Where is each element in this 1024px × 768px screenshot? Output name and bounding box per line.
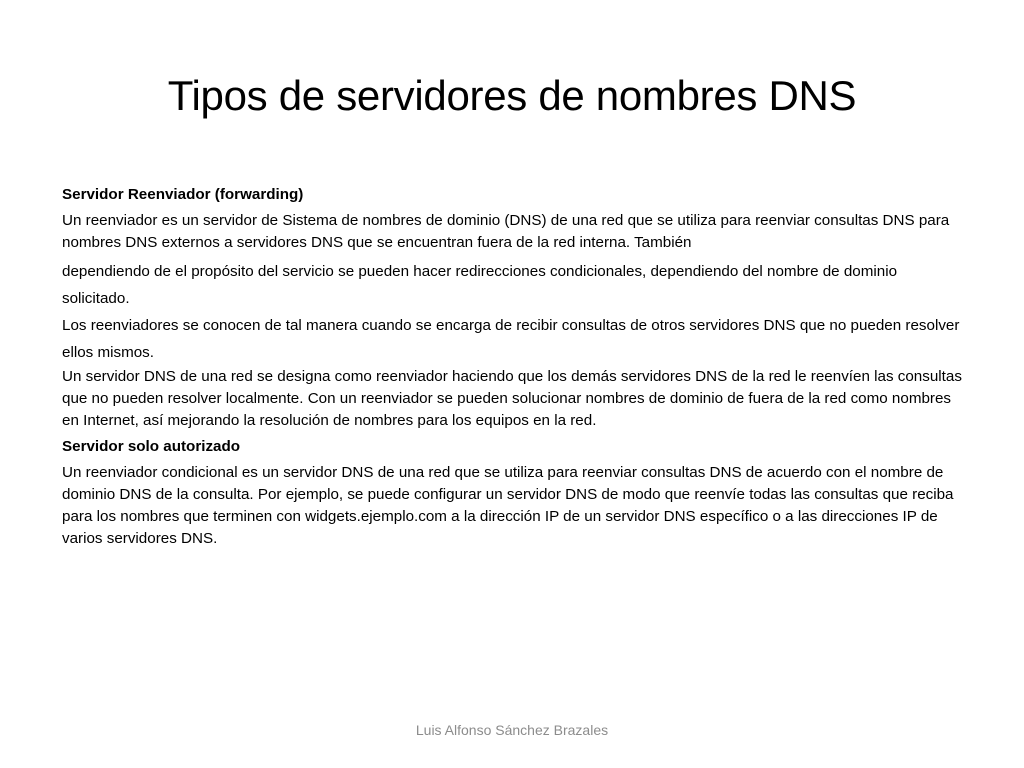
paragraph-forwarders-known: Los reenviadores se conocen de tal manera cuando se encarga de recibir consultas de otros servidores DNS que no pueden resolver ellos mismos. <box>62 317 960 361</box>
paragraph-forwarder-definition: Un reenviador es un servidor de Sistema de nombres de dominio (DNS) de una red que se utiliza para reenviar consultas DNS para nombres DNS externos a servidores DNS que se encuentran fuera de la red interna. También <box>62 212 950 251</box>
paragraph-forwarder-designation: Un servidor DNS de una red se designa como reenviador haciendo que los demás servidores DNS de la red le reenvíen las consultas que no pueden resolver localmente. Con un reenviador se pueden solucionar nombres de dominio de fuera de la red como nombres en Internet, así mejorando la resolución de nombres para los equipos en la red. <box>62 368 962 429</box>
slide-body <box>62 184 962 554</box>
slide-footer-author: Luis Alfonso Sánchez Brazales <box>415 722 609 738</box>
heading-forwarding: Servidor Reenviador (forwarding) <box>62 186 304 203</box>
paragraph-conditional-forwarder: Un reenviador condicional es un servidor DNS de una red que se utiliza para reenviar consultas DNS de acuerdo con el nombre de dominio DNS de la consulta. Por ejemplo, se puede configurar un servidor DNS de modo que reenvíe todas las consultas que reciba para los nombres que terminen con widgets.ejemplo.com a la dirección IP de un servidor DNS específico o a las direcciones IP de varios servidores DNS. <box>62 464 954 547</box>
heading-authoritative-only: Servidor solo autorizado <box>62 438 241 455</box>
paragraph-conditional-redirects: dependiendo de el propósito del servicio se pueden hacer redirecciones condicionales, dependiendo del nombre de dominio solicitado. <box>62 263 898 307</box>
slide-title: Tipos de servidores de nombres DNS <box>167 72 857 119</box>
